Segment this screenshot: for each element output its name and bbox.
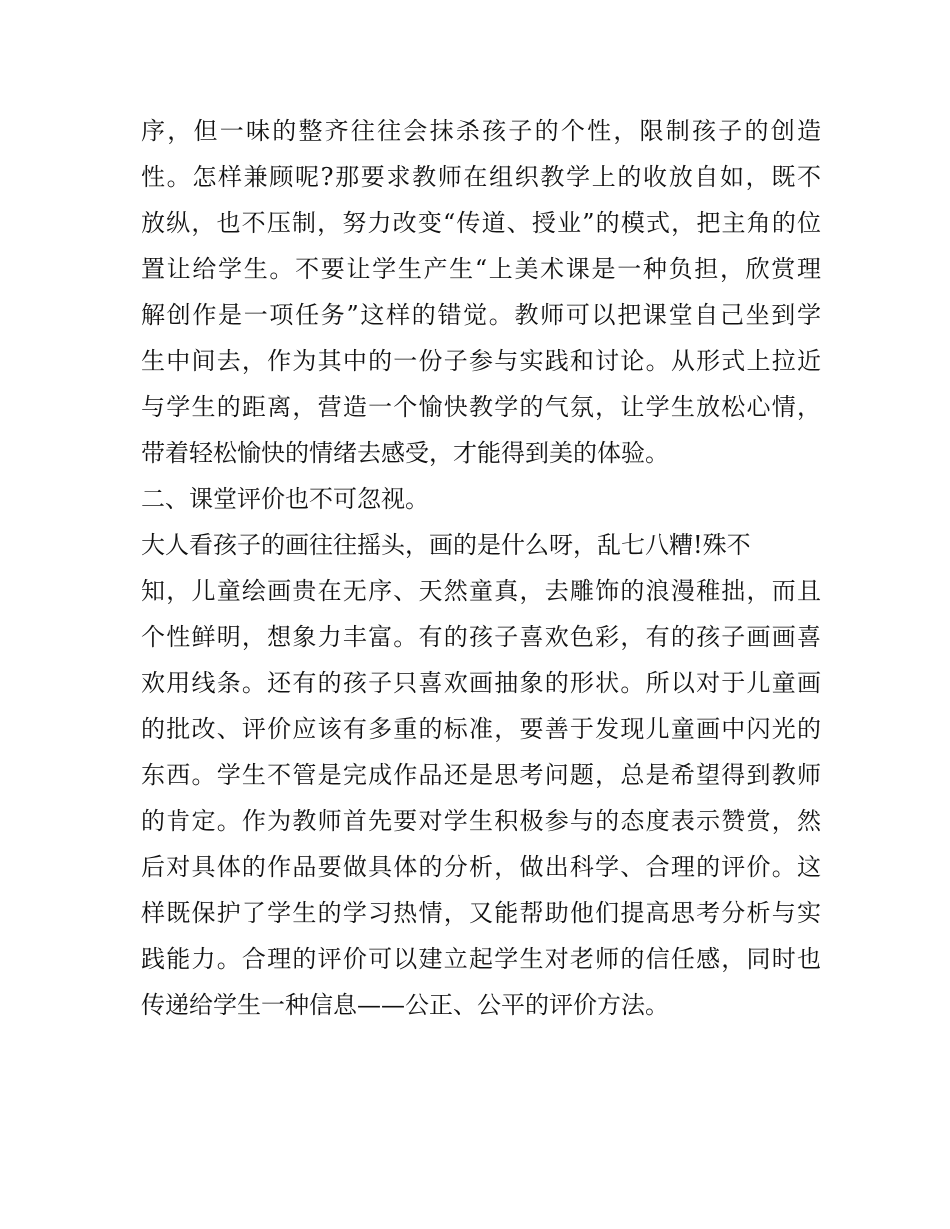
- text-line: 生中间去，作为其中的一份子参与实践和讨论。从形式上拉近: [141, 347, 821, 375]
- text-line: 东西。学生不管是完成作品还是思考问题，总是希望得到教师: [141, 761, 821, 789]
- text-line: 置让给学生。不要让学生产生“上美术课是一种负担，欣赏理: [141, 255, 821, 283]
- text-line: 解创作是一项任务”这样的错觉。教师可以把课堂自己坐到学: [141, 301, 821, 329]
- text-line: 序，但一味的整齐往往会抹杀孩子的个性，限制孩子的创造: [141, 117, 821, 145]
- body-text: [141, 108, 821, 1028]
- text-line: 传递给学生一种信息——公正、公平的评价方法。: [141, 991, 669, 1019]
- text-line: 的肯定。作为教师首先要对学生积极参与的态度表示赞赏，然: [141, 807, 821, 835]
- text-line: 带着轻松愉快的情绪去感受，才能得到美的体验。: [141, 439, 669, 467]
- text-line: 的批改、评价应该有多重的标准，要善于发现儿童画中闪光的: [141, 715, 821, 743]
- text-line: 放纵，也不压制，努力改变“传道、授业”的模式，把主角的位: [141, 209, 821, 237]
- text-line: 后对具体的作品要做具体的分析，做出科学、合理的评价。这: [141, 853, 821, 881]
- text-line: 个性鲜明，想象力丰富。有的孩子喜欢色彩，有的孩子画画喜: [141, 623, 821, 651]
- text-line: 性。怎样兼顾呢?那要求教师在组织教学上的收放自如，既不: [141, 163, 821, 191]
- section-heading: 二、课堂评价也不可忽视。: [141, 485, 429, 513]
- text-line: 大人看孩子的画往往摇头，画的是什么呀，乱七八糟!殊不: [141, 531, 751, 559]
- text-line: 知，儿童绘画贵在无序、天然童真，去雕饰的浪漫稚拙，而且: [141, 577, 821, 605]
- text-line: 样既保护了学生的学习热情，又能帮助他们提高思考分析与实: [141, 899, 821, 927]
- text-line: 欢用线条。还有的孩子只喜欢画抽象的形状。所以对于儿童画: [141, 669, 821, 697]
- text-line: 与学生的距离，营造一个愉快教学的气氛，让学生放松心情，: [141, 393, 821, 421]
- text-line: 践能力。合理的评价可以建立起学生对老师的信任感，同时也: [141, 945, 821, 973]
